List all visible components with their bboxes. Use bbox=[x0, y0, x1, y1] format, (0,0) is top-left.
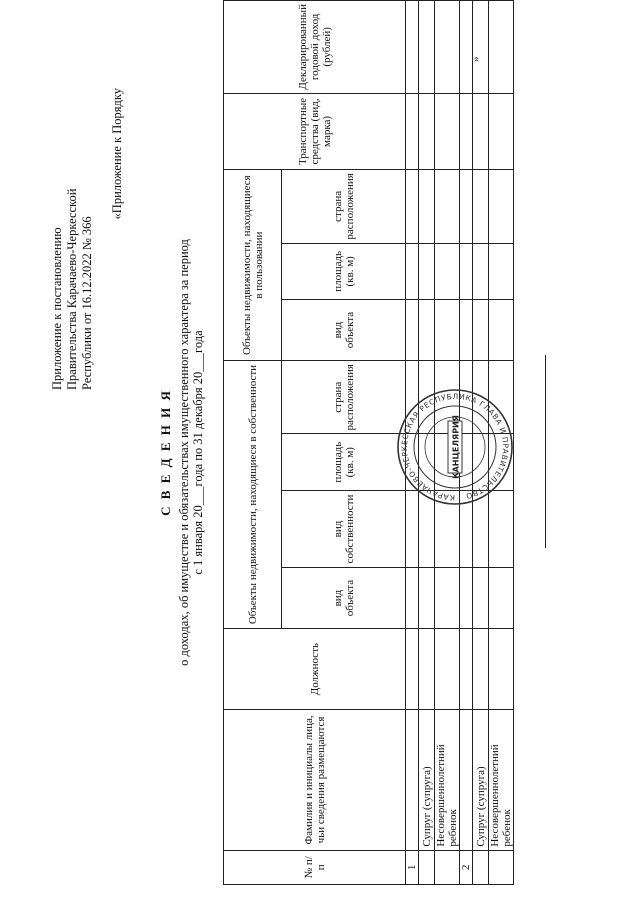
header-position: Должность bbox=[224, 629, 406, 710]
subtitle-line-1: о доходах, об имуществе и обязательствах имущественного характера за период bbox=[177, 239, 191, 666]
row-num bbox=[473, 850, 489, 884]
header-owned-object-type: вид объекта bbox=[282, 568, 406, 629]
signature-line bbox=[545, 355, 546, 548]
row-num: 1 bbox=[406, 850, 419, 884]
row-name: Супруг (супруга) bbox=[419, 710, 435, 850]
row-name: Несовершеннолетний ребенок bbox=[435, 710, 460, 850]
header-used-area: площадь (кв. м) bbox=[282, 243, 406, 300]
row-num bbox=[489, 850, 514, 884]
header-income: Декларированный годовой доход (рублей) bbox=[224, 1, 406, 94]
subtitle-line-2: с 1 января 20___года по 31 декабря 20___года bbox=[191, 330, 205, 575]
header-used-country: страна расположения bbox=[282, 170, 406, 243]
row-num bbox=[435, 850, 460, 884]
closing-quote: » bbox=[470, 56, 482, 62]
row-name bbox=[460, 710, 473, 850]
header-used-object-type: вид объекта bbox=[282, 300, 406, 361]
row-num bbox=[419, 850, 435, 884]
header-line-2: Правительства Карачаево-Черкесской bbox=[65, 188, 79, 390]
header-name: Фамилия и инициалы лица, чьи сведения размещаются bbox=[224, 710, 406, 850]
header-line-1: Приложение к постановлению bbox=[50, 227, 64, 390]
seal-ring-text: КАРАЧАЕВО-ЧЕРКЕССКАЯ РЕСПУБЛИКА ГЛАВА И ПРАВИТЕЛЬСТВО bbox=[399, 391, 511, 503]
header-owned-ownership-type: вид собственности bbox=[282, 490, 406, 567]
row-name: Несовершеннолетний ребенок bbox=[489, 710, 514, 850]
document-title: С В Е Д Е Н И Я bbox=[158, 389, 173, 516]
header-num: № п/п bbox=[224, 850, 406, 884]
row-name: Супруг (супруга) bbox=[473, 710, 489, 850]
row-name bbox=[406, 710, 419, 850]
document-subtitle bbox=[177, 0, 205, 905]
header-owned-country: страна расположения bbox=[282, 361, 406, 434]
header-vehicles: Транспортные средства (вид, марка) bbox=[224, 93, 406, 170]
official-seal bbox=[395, 387, 515, 507]
header-used-group: Объекты недвижимости, находящиеся в пользовании bbox=[224, 170, 282, 361]
seal-center-text: КАНЦЕЛЯРИЯ bbox=[451, 415, 461, 479]
header-block bbox=[50, 100, 95, 390]
header-line-3: Республики от 16.12.2022 № 366 bbox=[80, 216, 94, 390]
header-owned-area: площадь (кв. м) bbox=[282, 434, 406, 491]
row-num: 2 bbox=[460, 850, 473, 884]
appendix-note: «Приложение к Порядку bbox=[110, 88, 124, 220]
header-owned-group: Объекты недвижимости, находящиеся в собственности bbox=[224, 361, 282, 629]
